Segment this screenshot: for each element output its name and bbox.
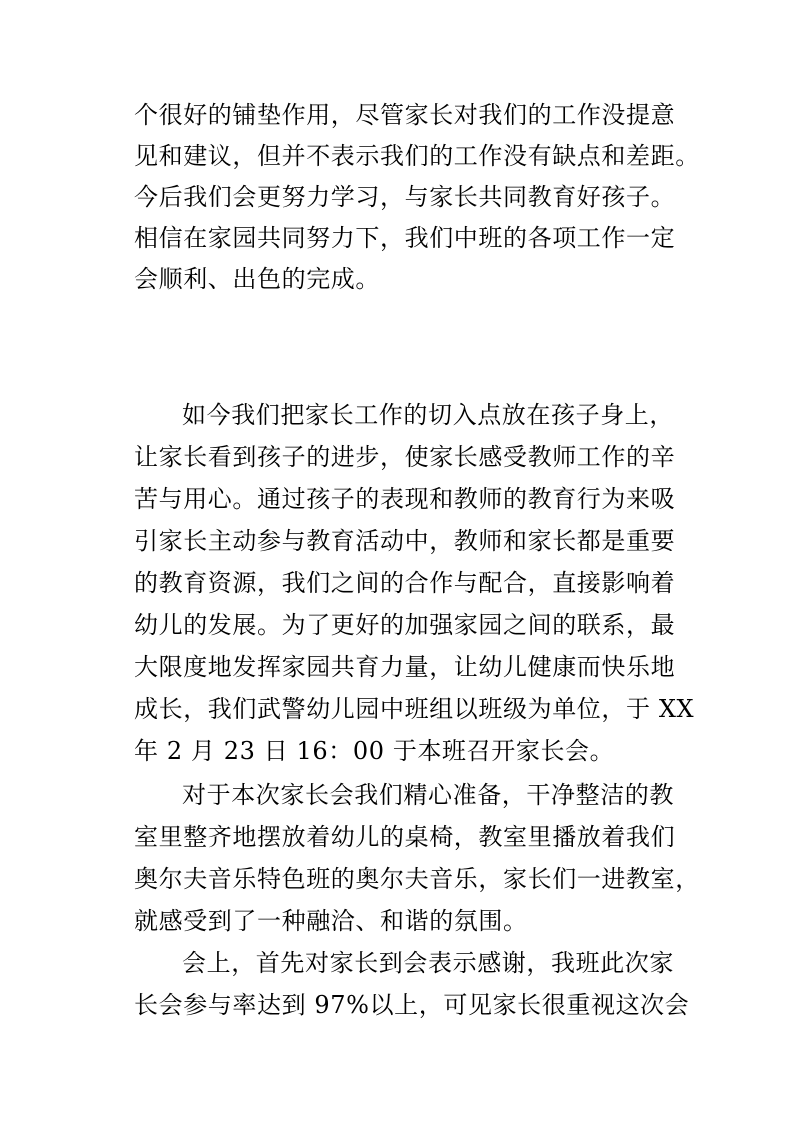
- paragraph-2-line-8: 成长，我们武警幼儿园中班组以班级为单位，于 XX: [134, 695, 695, 723]
- paragraph-3-line-3: 奥尔夫音乐特色班的奥尔夫音乐，家长们一进教室，: [134, 865, 700, 893]
- paragraph-1-line-3: 今后我们会更努力学习，与家长共同教育好孩子。: [134, 183, 676, 211]
- paragraph-3-line-2: 室里整齐地摆放着幼儿的桌椅，教室里播放着我们: [134, 823, 676, 851]
- paragraph-2-line-4: 引家长主动参与教育活动中，教师和家长都是重要: [134, 527, 676, 555]
- paragraph-1-line-2: 见和建议，但并不表示我们的工作没有缺点和差距。: [134, 142, 700, 170]
- paragraph-4-line-1: 会上，首先对家长到会表示感谢，我班此次家: [182, 949, 674, 977]
- paragraph-3-line-1: 对于本次家长会我们精心准备，干净整洁的教: [182, 781, 674, 809]
- paragraph-2-line-2: 让家长看到孩子的进步，使家长感受教师工作的辛: [134, 443, 676, 471]
- paragraph-1-line-5: 会顺利、出色的完成。: [134, 265, 380, 293]
- paragraph-1-line-4: 相信在家园共同努力下，我们中班的各项工作一定: [134, 224, 676, 252]
- paragraph-1-line-1: 个很好的铺垫作用，尽管家长对我们的工作没提意: [134, 101, 676, 129]
- paragraph-3-line-4: 就感受到了一种融洽、和谐的氛围。: [134, 907, 528, 935]
- paragraph-2-line-3: 苦与用心。通过孩子的表现和教师的教育行为来吸: [134, 485, 676, 513]
- paragraph-4-line-2: 长会参与率达到 97%以上，可见家长很重视这次会: [134, 991, 690, 1019]
- paragraph-2-line-7: 大限度地发挥家园共育力量，让幼儿健康而快乐地: [134, 653, 676, 681]
- paragraph-2-line-6: 幼儿的发展。为了更好的加强家园之间的联系，最: [134, 611, 676, 639]
- paragraph-2-line-9: 年 2 月 23 日 16：00 于本班召开家长会。: [134, 737, 615, 765]
- paragraph-2-line-1: 如今我们把家长工作的切入点放在孩子身上，: [182, 401, 674, 429]
- paragraph-2-line-5: 的教育资源，我们之间的合作与配合，直接影响着: [134, 569, 676, 597]
